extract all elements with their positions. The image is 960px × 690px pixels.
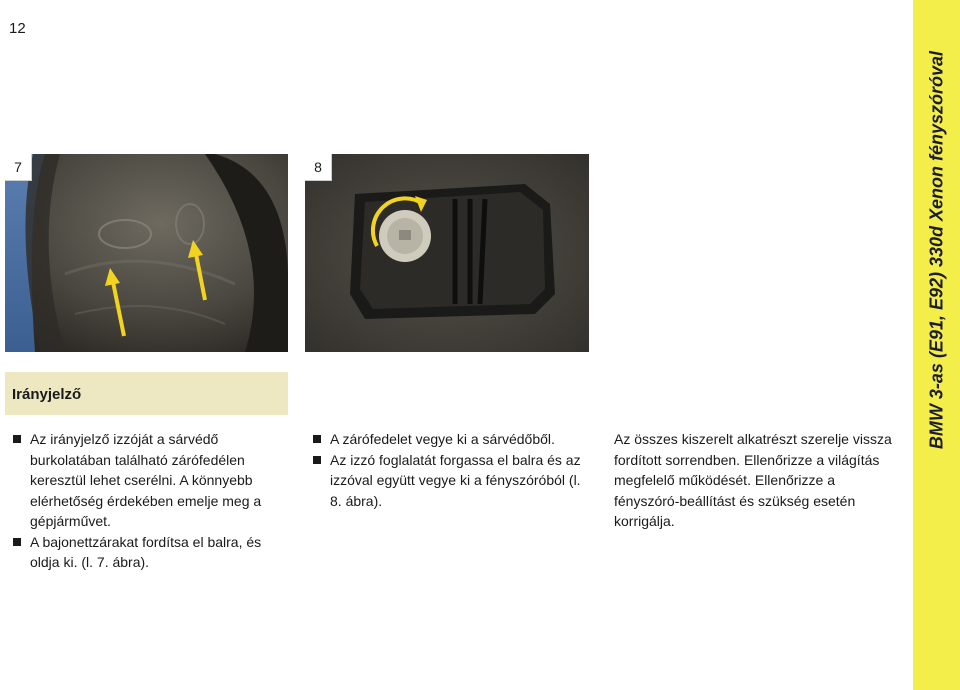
instruction-bullet (11, 532, 281, 573)
instructions-column-2 (311, 429, 586, 511)
bullet-square-icon (313, 456, 321, 464)
section-header (5, 372, 288, 415)
figure-8-photo (305, 154, 589, 352)
instruction-bullet (311, 450, 586, 512)
instruction-text: A zárófedelet vegye ki a sárvédőből. (330, 431, 555, 447)
instruction-text: Az irányjelző izzóját a sárvédő burkolatában található zárófedélen keresztül lehet cserélni. A könnyebb elérhetőség érdekében emelje meg a gépjárművet. (30, 431, 262, 529)
instruction-text: Az izzó foglalatát forgassa el balra és az izzóval együtt vegye ki a fényszóróból (l. 8. ábra). (330, 451, 581, 509)
page-number: 12 (9, 20, 26, 37)
bullet-square-icon (13, 435, 21, 443)
bulb-socket-image (305, 154, 589, 352)
instructions-column-1 (11, 429, 281, 573)
figure-8-label: 8 (305, 154, 332, 181)
vehicle-model-title: BMW 3-as (E91, E92) 330d Xenon fényszóróval (926, 50, 946, 450)
section-title: Irányjelző (12, 386, 82, 403)
bullet-square-icon (13, 538, 21, 546)
bullet-square-icon (313, 435, 321, 443)
instruction-bullet (311, 429, 586, 450)
instructions-column-3 (614, 429, 904, 532)
instruction-text: A bajonettzárakat fordítsa el balra, és oldja ki. (l. 7. ábra). (30, 533, 262, 570)
wheel-arch-liner-image (5, 154, 288, 352)
figure-7-label: 7 (5, 154, 32, 181)
instruction-bullet (11, 429, 281, 532)
figure-7-photo (5, 154, 288, 352)
closing-paragraph: Az összes kiszerelt alkatrészt szerelje vissza fordított sorrendben. Ellenőrizze a világítás megfelelő működését. Ellenőrizze a fényszóró-beállítást és szükség esetén korrigálja. (614, 431, 892, 529)
side-band (913, 0, 960, 690)
